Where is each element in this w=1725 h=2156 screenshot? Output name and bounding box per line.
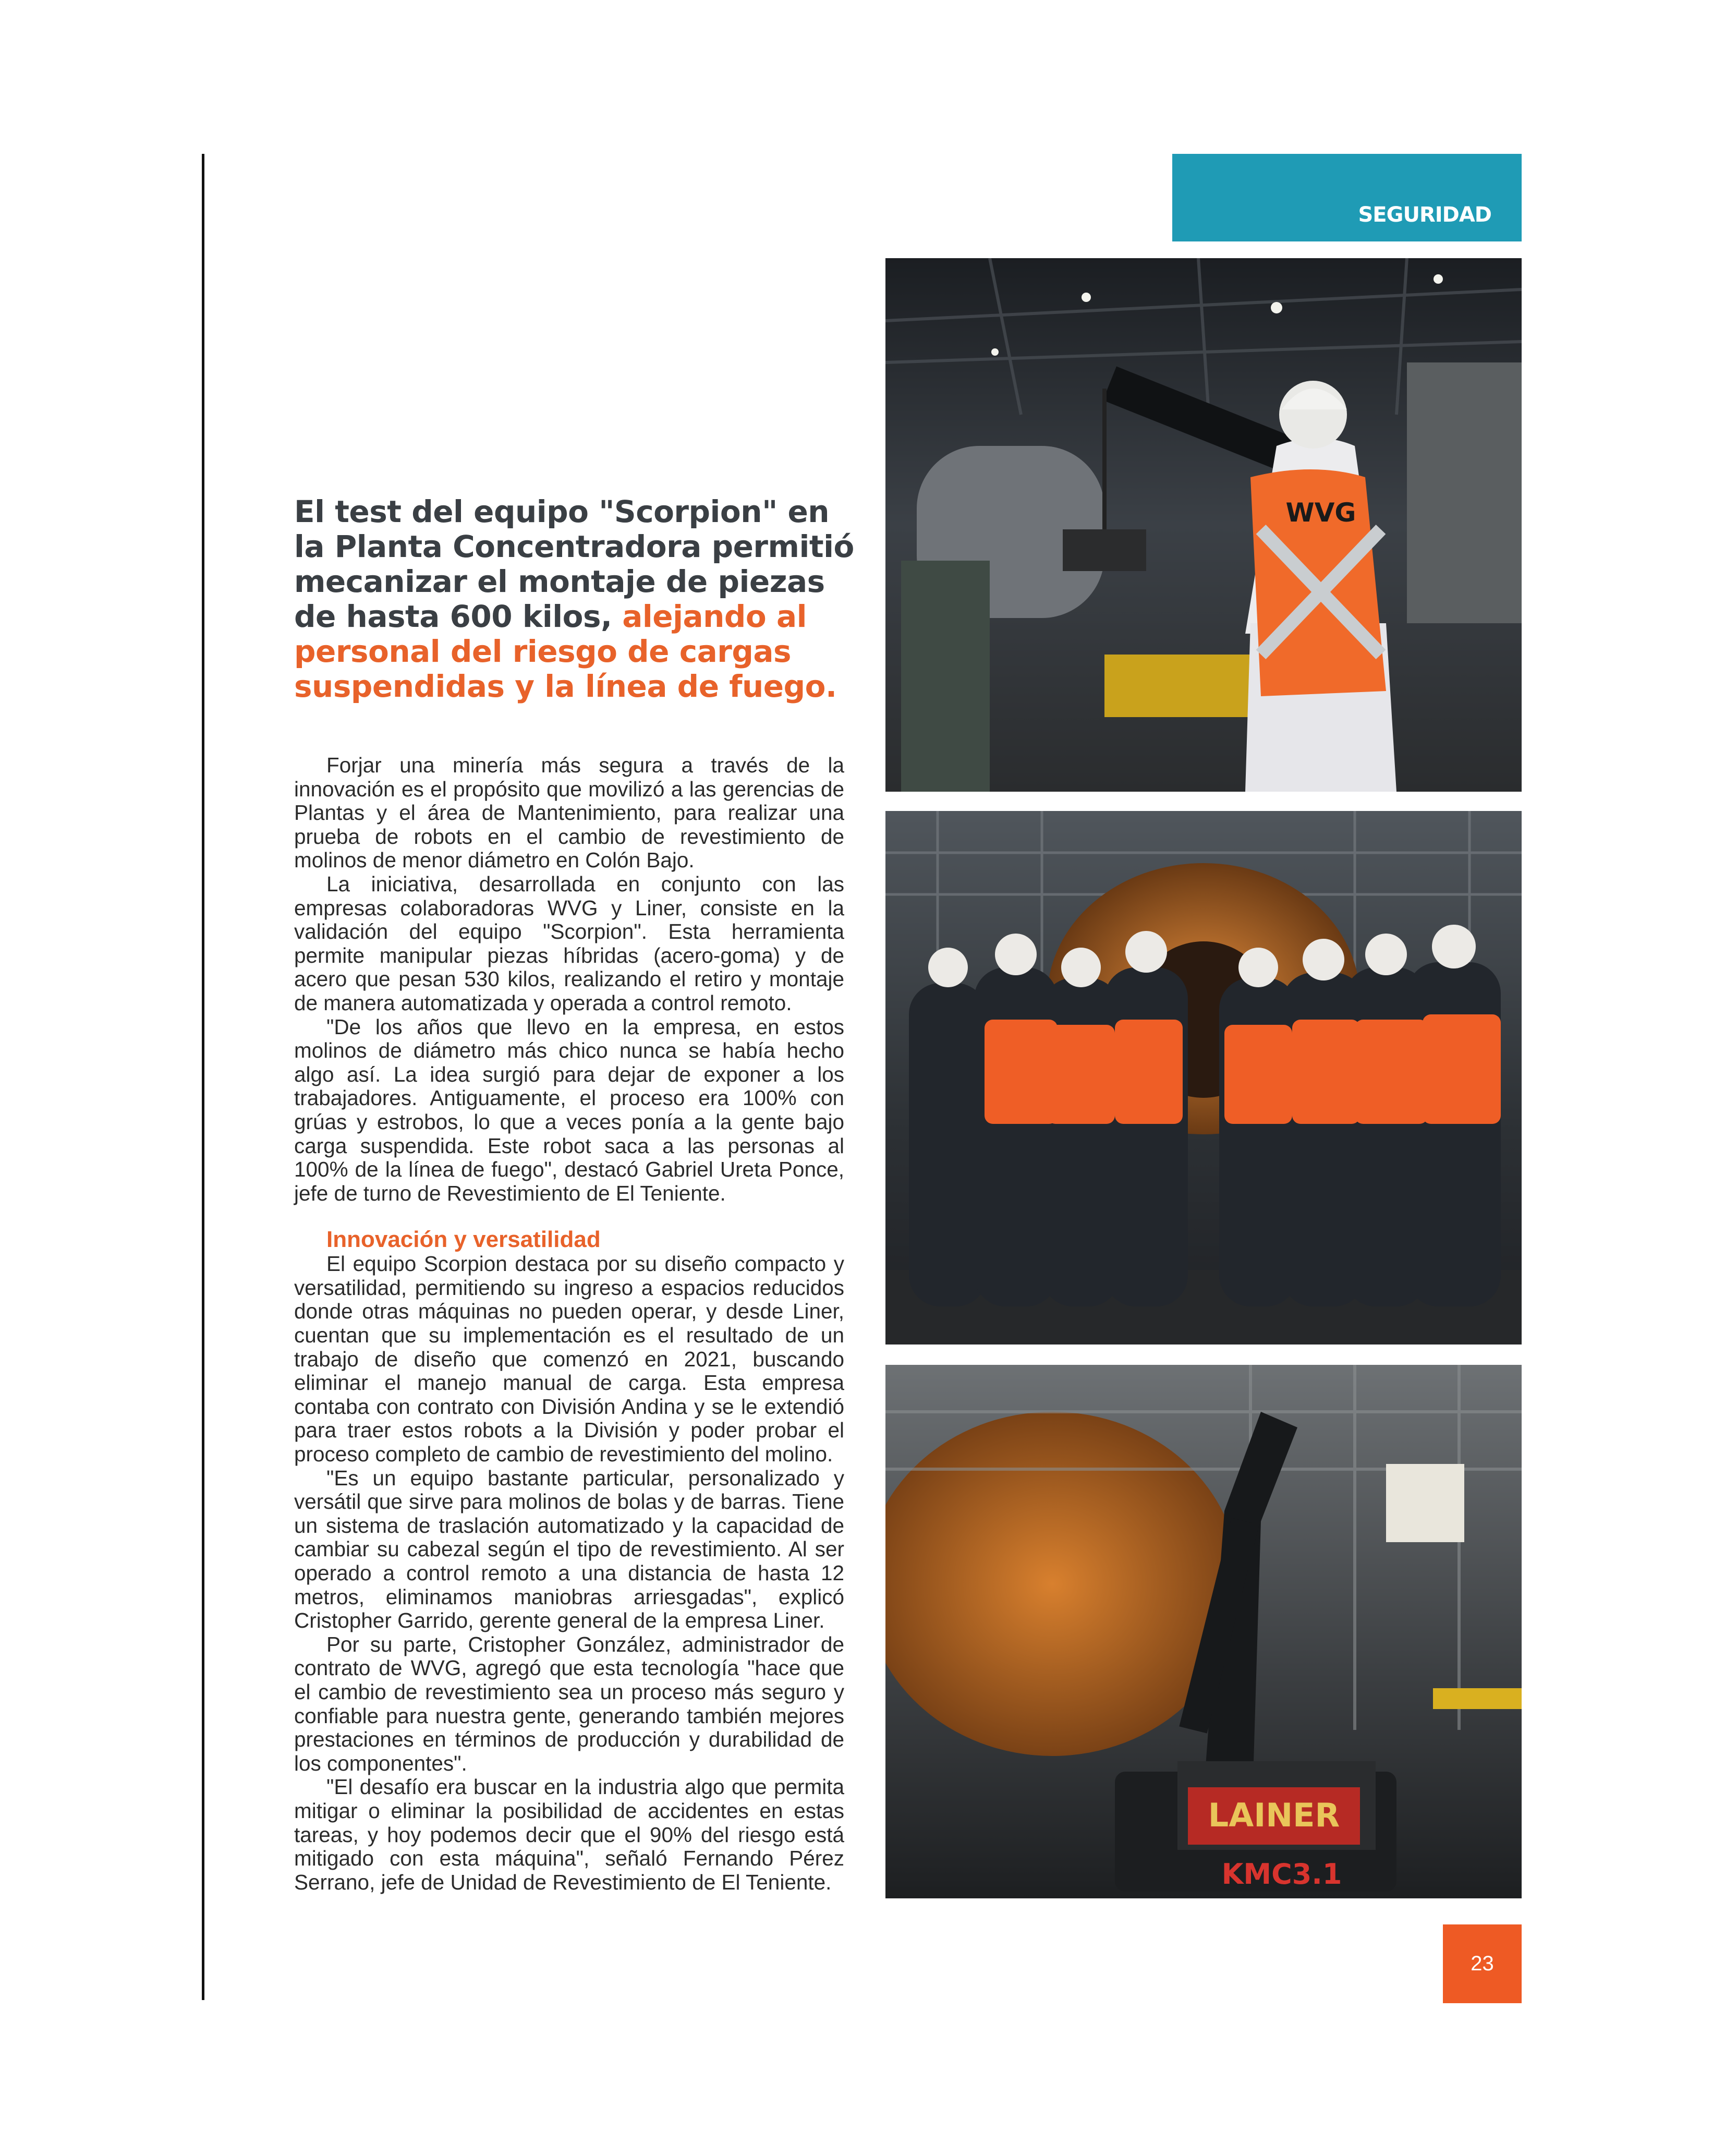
section-tag <box>1172 154 1522 241</box>
photo-work-crew <box>885 811 1522 1345</box>
paragraph-3: "De los años que llevo en la empresa, en estos molinos de diámetro más chico nunca se había hecho algo así. La idea surgió para dejar de exponer a los trabajadores. Antiguamente, el proceso era 100% con grúas y estrobos, lo que a veces ponía a la gente bajo carga suspendida. Este robot saca a las personas al 100% de la línea de fuego", destacó Gabriel Ureta Ponce, jefe de turno de Revestimiento de El Teniente. <box>294 1014 844 1205</box>
machine-model: KMC3.1 <box>1221 1858 1342 1891</box>
paragraph-4: El equipo Scorpion destaca por su diseño compacto y versatilidad, permitiendo su ingreso a espacios reducidos donde otras máquinas no pueden operar, y desde Liner, cuentan que su implementación es el resultado de un trabajo de diseño que comenzó en 2021, buscando eliminar el manejo manual de carga. Esta empresa contaba con contrato con División Andina y se le extendió para traer estos robots a la División y poder probar el proceso completo de cambio de revestimiento del molino. <box>294 1252 844 1467</box>
page-number: 23 <box>1443 1924 1522 2003</box>
paragraph-6: Por su parte, Cristopher González, administrador de contrato de WVG, agregó que esta tecnología "hace que el cambio de revestimiento sea un proceso más seguro y confiable para nuestra gente, generando también mejores prestaciones en términos de producción y durabilidad de los componentes". <box>294 1632 844 1775</box>
vest-logo: WVG <box>1285 498 1356 528</box>
paragraph-5: "Es un equipo bastante particular, personalizado y versátil que sirve para molinos de bolas y de barras. Tiene un sistema de traslación automatizado y la capacidad de cambiar su cabezal según el tipo de revestimiento. Al ser operado a control remoto a una distancia de hasta 12 metros, eliminamos maniobras arriesgadas", explicó Cristopher Garrido, gerente general de la empresa Liner. <box>294 1465 844 1633</box>
headline-lead: El test del equipo "Scorpion" en la Planta Concentradora permitió mecanizar el montaje de piezas de hasta 600 kilos, <box>294 494 854 634</box>
article-body <box>294 754 844 1894</box>
headline <box>294 494 857 704</box>
photo-worker-crane <box>885 258 1522 792</box>
subheading: Innovación y versatilidad <box>326 1227 601 1253</box>
paragraph-7: "El desafío era buscar en la industria algo que permita mitigar o eliminar la posibilidad de accidentes en estas tareas, y hoy podemos decir que el 90% del riesgo está mitigado con esta máquina", señaló Fernando Pérez Serrano, jefe de Unidad de Revestimiento de El Teniente. <box>294 1775 844 1894</box>
machine-brand: LAINER <box>1208 1796 1340 1834</box>
section-label: SEGURIDAD <box>1358 203 1491 227</box>
photo-lainer-machine <box>885 1365 1522 1898</box>
headline-highlight: alejando al personal del riesgo de cargas suspendidas y la línea de fuego. <box>294 599 837 704</box>
paragraph-2: La iniciativa, desarrollada en conjunto con las empresas colaboradoras WVG y Liner, consiste en la validación del equipo "Scorpion". Esta herramienta permite manipular piezas híbridas (acero-goma) y de acero que pesan 530 kilos, realizando el retiro y montaje de manera automatizada y operada a control remoto. <box>294 871 844 1015</box>
paragraph-1: Forjar una minería más segura a través de la innovación es el propósito que movilizó a las gerencias de Plantas y el área de Mantenimiento, para realizar una prueba de robots en el cambio de revestimiento de molinos de menor diámetro en Colón Bajo. <box>294 753 844 873</box>
margin-rule <box>202 154 204 2000</box>
